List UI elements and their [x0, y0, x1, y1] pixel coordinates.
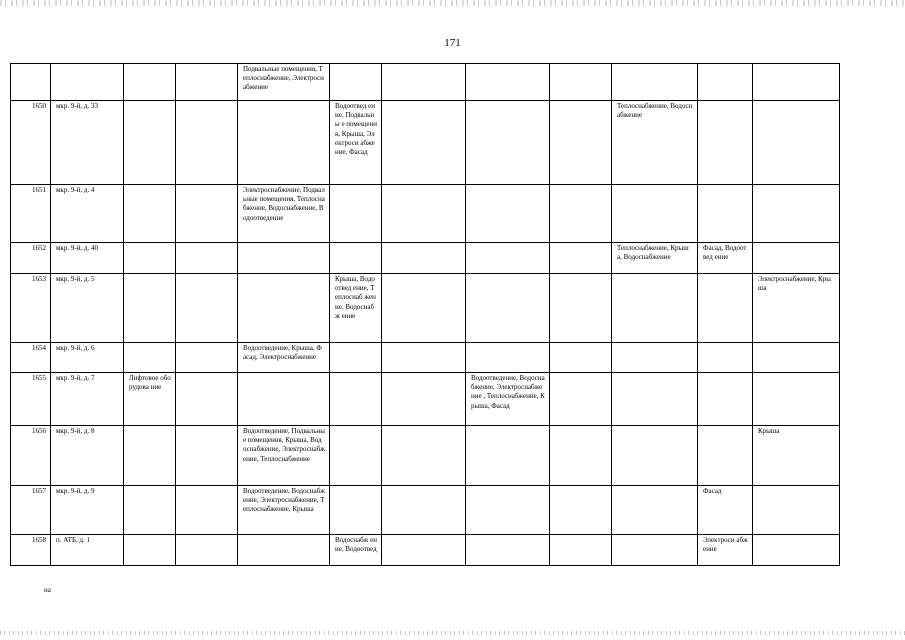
table-row — [11, 373, 840, 426]
address-cell: мкр. 9-й, д. 8 — [51, 426, 124, 486]
table-cell — [238, 373, 330, 426]
table-cell — [124, 64, 176, 101]
row-number-cell — [11, 64, 51, 101]
row-number-cell: 1656 — [11, 426, 51, 486]
table-cell: Электроси абжение — [698, 535, 753, 566]
address-cell: мкр. 9-й, д. 4 — [51, 185, 124, 243]
table-cell — [466, 274, 550, 343]
table-cell — [124, 426, 176, 486]
table-cell — [698, 343, 753, 373]
table-cell — [753, 343, 840, 373]
table-cell — [124, 101, 176, 185]
table-cell — [698, 185, 753, 243]
table-cell — [466, 426, 550, 486]
table-cell — [550, 535, 612, 566]
table-row — [11, 486, 840, 535]
table-cell — [176, 274, 238, 343]
table-cell — [330, 343, 382, 373]
table-cell: Водоотвед ение, Подвальны е помещени я, Крыша, Электроси абжение, Фасад — [330, 101, 382, 185]
table-cell — [176, 535, 238, 566]
row-number-cell: 1657 — [11, 486, 51, 535]
table-cell — [753, 64, 840, 101]
table-cell — [176, 373, 238, 426]
table-cell: Фасад, Водоотвед ение — [698, 243, 753, 274]
table-row — [11, 243, 840, 274]
table-cell — [550, 243, 612, 274]
table-cell: Водоотведение, Подвальные помещения, Крыша, Водоснабжение, Электроснабжение, Теплоснабжение — [238, 426, 330, 486]
registry-table — [10, 63, 840, 566]
table-cell: Крыша, Водоотвед ение, Теплосиаб жение, Водоснабж ение — [330, 274, 382, 343]
table-cell — [382, 426, 466, 486]
table-cell: Электроснабжение, Подвальные помещения, Теплоснабжение, Водоснабжение, Водоотведение — [238, 185, 330, 243]
row-number-cell: 1658 — [11, 535, 51, 566]
address-cell: мкр. 9-й, д. 40 — [51, 243, 124, 274]
table-cell — [382, 64, 466, 101]
table-cell — [238, 274, 330, 343]
table-cell — [124, 243, 176, 274]
table-cell — [382, 486, 466, 535]
address-cell: мкр. 9-й, д. 9 — [51, 486, 124, 535]
table-cell — [176, 185, 238, 243]
address-cell: мкр. 9-й, д. 7 — [51, 373, 124, 426]
table-cell — [612, 64, 698, 101]
table-cell — [124, 535, 176, 566]
table-cell: Теплоснабжение, Крыша, Водоснабжение — [612, 243, 698, 274]
table-cell — [466, 343, 550, 373]
table-cell — [550, 343, 612, 373]
table-cell: Водоотведение, Водоснабжение, Электроснабжение, Теплоснабжение, Крыша — [238, 486, 330, 535]
scan-edge-top — [0, 0, 905, 6]
table-cell — [698, 426, 753, 486]
table-cell: Водоотведение, Крыша, Фасад, Электроснабжение — [238, 343, 330, 373]
table-row — [11, 101, 840, 185]
table-cell — [753, 243, 840, 274]
table-cell — [382, 373, 466, 426]
table-cell: Водоснабж ение, Водоотвед — [330, 535, 382, 566]
row-number-cell: 1653 — [11, 274, 51, 343]
table-cell — [466, 64, 550, 101]
table-cell — [124, 185, 176, 243]
table-cell — [330, 64, 382, 101]
table-cell — [753, 101, 840, 185]
table-cell — [382, 243, 466, 274]
table-cell — [612, 274, 698, 343]
row-number-cell: 1652 — [11, 243, 51, 274]
table-cell — [550, 486, 612, 535]
row-number-cell: 1655 — [11, 373, 51, 426]
page-number: 171 — [444, 37, 461, 49]
table-cell — [466, 486, 550, 535]
table-cell: Теплоснабжение, Водоснабжение — [612, 101, 698, 185]
table-cell — [466, 185, 550, 243]
table-cell — [612, 535, 698, 566]
address-cell — [51, 64, 124, 101]
address-cell: мкр. 9-й, д. 6 — [51, 343, 124, 373]
table-row — [11, 535, 840, 566]
table-row — [11, 343, 840, 373]
table-cell — [698, 373, 753, 426]
scan-edge-bottom — [0, 631, 905, 635]
table-cell — [466, 101, 550, 185]
table-row — [11, 64, 840, 101]
table-cell — [176, 343, 238, 373]
table-cell — [550, 373, 612, 426]
table-cell — [176, 426, 238, 486]
table-cell — [753, 185, 840, 243]
table-cell — [698, 64, 753, 101]
address-cell: п. АТБ, д. 1 — [51, 535, 124, 566]
table-cell — [753, 486, 840, 535]
table-cell — [176, 64, 238, 101]
table-cell — [124, 343, 176, 373]
table-cell: Фасад — [698, 486, 753, 535]
table-cell — [124, 486, 176, 535]
row-number-cell: 1651 — [11, 185, 51, 243]
table-cell — [612, 373, 698, 426]
table-cell — [550, 274, 612, 343]
table-cell — [238, 243, 330, 274]
table-cell — [238, 101, 330, 185]
table-cell: Лифтовое оборудова ние — [124, 373, 176, 426]
table-cell — [238, 535, 330, 566]
table-cell — [550, 185, 612, 243]
table-cell — [124, 274, 176, 343]
address-cell: мкр. 9-й, д. 5 — [51, 274, 124, 343]
table-cell — [466, 535, 550, 566]
table-cell — [550, 426, 612, 486]
table-cell — [753, 535, 840, 566]
table-cell — [382, 274, 466, 343]
address-cell: мкр. 9-й, д. 33 — [51, 101, 124, 185]
table-cell — [330, 185, 382, 243]
table-cell — [550, 64, 612, 101]
table-cell — [176, 101, 238, 185]
table-cell — [330, 373, 382, 426]
table-cell — [612, 185, 698, 243]
table-cell — [176, 486, 238, 535]
table-cell — [176, 243, 238, 274]
table-cell — [753, 373, 840, 426]
table-cell: Подвальные помещения, Теплоснабжение, Электроснабжение — [238, 64, 330, 101]
table-row — [11, 274, 840, 343]
table-cell: Водоотведение, Водоснабжение, Электроснабжение , Теплоснабжение, Крыша, Фасад — [466, 373, 550, 426]
table-cell — [330, 486, 382, 535]
table-cell — [550, 101, 612, 185]
table-cell — [382, 535, 466, 566]
row-number-cell: 1654 — [11, 343, 51, 373]
table-cell — [382, 185, 466, 243]
table-cell — [612, 343, 698, 373]
table-cell — [330, 243, 382, 274]
table-row — [11, 185, 840, 243]
table-cell — [466, 243, 550, 274]
table-cell — [698, 274, 753, 343]
table-cell — [698, 101, 753, 185]
table-cell: Крыша — [753, 426, 840, 486]
table-row — [11, 426, 840, 486]
table-cell — [612, 426, 698, 486]
table-cell: Электроснабжение, Крыша — [753, 274, 840, 343]
table-cell — [330, 426, 382, 486]
table-cell — [382, 101, 466, 185]
footer-note: на — [44, 586, 51, 594]
table-cell — [612, 486, 698, 535]
table-cell — [382, 343, 466, 373]
row-number-cell: 1650 — [11, 101, 51, 185]
